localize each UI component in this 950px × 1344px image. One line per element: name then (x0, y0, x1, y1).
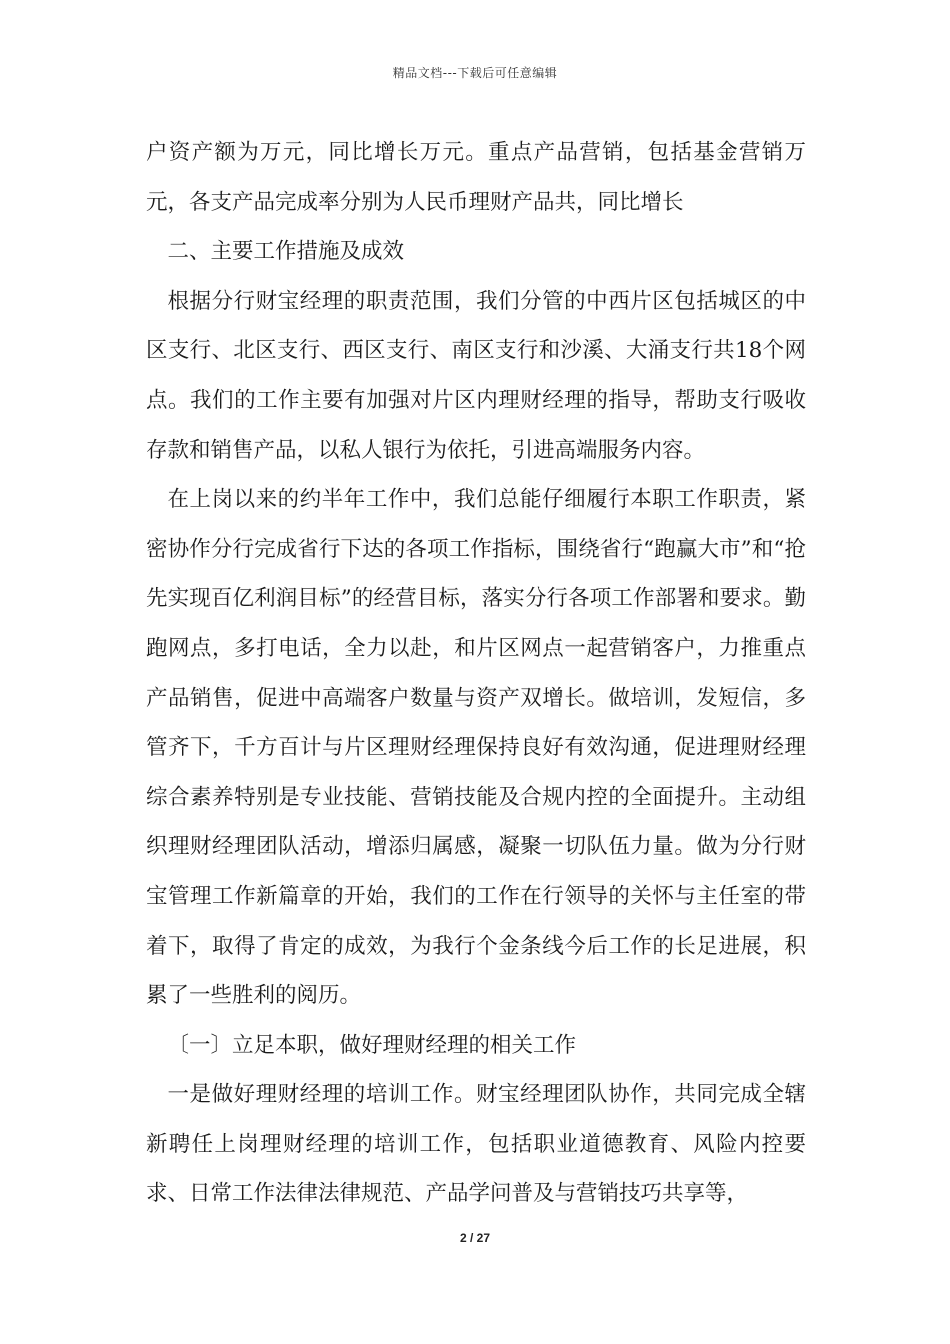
paragraph-training: 一是做好理财经理的培训工作。财宝经理团队协作，共同完成全辖新聘任上岗理财经理的培训工作，包括职业道德教育、风险内控要求、日常工作法律法律规范、产品学问普及与营销技巧共享等， (146, 1082, 806, 1207)
section-heading: 二、主要工作措施及成效 (167, 239, 405, 265)
document-body (146, 128, 806, 1219)
paragraph-scope: 根据分行财宝经理的职责范围，我们分管的中西片区包括城区的中区支行、北区支行、西区支行、南区支行和沙溪、大涌支行共18个网点。我们的工作主要有加强对片区内理财经理的指导，帮助支行吸收存款和销售产品，以私人银行为依托，引进高端服务内容。 (146, 288, 806, 463)
paragraph-achievements: 在上岗以来的约半年工作中，我们总能仔细履行本职工作职责，紧密协作分行完成省行下达的各项工作指标，围绕省行“跑赢大市”和“抢先实现百亿利润目标”的经营目标，落实分行各项工作部署和要求。勤跑网点，多打电话，全力以赴，和片区网点一起营销客户，力推重点产品销售，促进中高端客户数量与资产双增长。做培训，发短信，多管齐下，千方百计与片区理财经理保持良好有效沟通，促进理财经理综合素养特别是专业技能、营销技能及合规内控的全面提升。主动组织理财经理团队活动，增添归属感，凝聚一切队伍力量。做为分行财宝管理工作新篇章的开始，我们的工作在行领导的关怀与主任室的带着下，取得了肯定的成效，为我行个金条线今后工作的长足进展，积累了一些胜利的阅历。 (146, 487, 806, 1009)
subsection-heading: 〔一〕立足本职，做好理财经理的相关工作 (167, 1032, 577, 1058)
page-number: 2 / 27 (459, 1231, 491, 1245)
page-header: 精品文档---下载后可任意编辑 (392, 66, 558, 80)
paragraph-continuation: 户资产额为万元，同比增长万元。重点产品营销，包括基金营销万元，各支产品完成率分别为人民币理财产品共，同比增长 (146, 140, 806, 215)
